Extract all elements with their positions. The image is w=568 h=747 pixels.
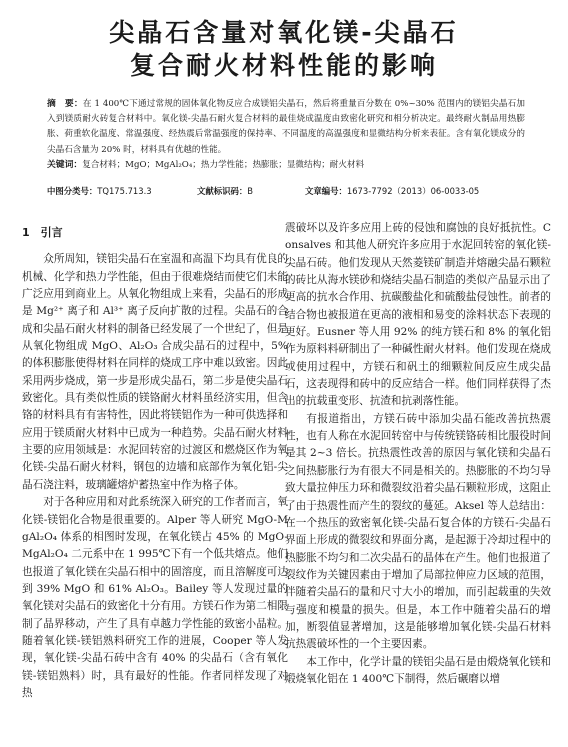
body-paragraph: 震破坏以及许多应用上砖的侵蚀和腐蚀的良好抵抗性。Consalves 和其他人研究许多应用于水泥回转窑的氧化镁-尖晶石砖。他们发现从天然菱镁矿制造并熔融尖晶石颗粒的砖比从海水镁砂和烧结尖晶石制造的类似产品显示出了更高的抗水合作用、抗碳酸盐化和硫酸盐侵蚀性。前者的结合物也被报道在更高的液相和易变的涂料状态下表现的更好。Eusner 等人用 92% 的纯方镁石和 8% 的氧化铝作为原料料研制出了一种碱性耐火材料。他们发现在烧成或使用过程中，方镁石和矾土的细颗粒间反应生成尖晶石，这表现得和砖中的反应结合一样。他们同样获得了杰出的抗载重变形、抗渣和抗剥落性能。 [285, 222, 551, 408]
clc-number [47, 185, 152, 197]
paper-title-line-1: 尖晶石含量对氧化镁-尖晶石 [109, 18, 459, 47]
body-paragraph: 对于各种应用和对此系统深入研究的工作者而言，氧化镁-镁铝化合物是很重要的。Alper 等人研究 MgO-MgAl₂O₄ 体系的相图时发现，在氧化镁占 45% 的 MgO-MgAl₂O₄ 二元系中在 1 995℃下有一个低共熔点。他们也报道了氧化镁在尖晶石相中的固溶度，而且溶解度可达到 39% MgO 和 61% Al₂O₃。Bailey 等人发现过量的氧化镁对尖晶石的致密化十分有用。方镁石作为第二相限制了晶界移动，产生了具有卓越力学性能的致密小晶粒。随着氧化镁-镁铝熟料研究工作的进展，Cooper 等人发现，氧化镁-尖晶石砖中含有 40% 的尖晶石（含有氧化镁-镁铝熟料）时，具有最好的性能。作者同样发现了对热 [22, 496, 288, 699]
right-column [285, 220, 551, 688]
left-column [22, 222, 288, 702]
body-paragraph: 有报道指出，方镁石砖中添加尖晶石能改善抗热震性，也有人称在水泥回转窑中与传统镁铬砖相比服役时间是其 2~3 倍长。抗热震性改善的原因与氧化镁和尖晶石之间热膨胀行为有很大不同是相关的。热膨胀的不均匀导致大量拉伸压力环和微裂纹沿着尖晶石颗粒形成，这阻止了由于热震性而产生的裂纹的蔓延。Aksel 等人总结出：在一个热压的致密氧化镁-尖晶石复合体的方镁石-尖晶石界面上形成的微裂纹和界面分离，是起源于冷却过程中的热膨胀不均匀和二次尖晶石的晶体在产生。他们也报道了裂纹作为关键因素由于增加了局部拉伸应力区域的范围，伴随着尖晶石的量和尺寸大小的增加，而引起载重的失效与强度和模量的损失。但是，本工作中随着尖晶石的增加，断裂值显著增加，这是能够增加氧化镁-尖晶石材料抗热震破坏性的一个主要因素。 [285, 412, 551, 651]
doc-code-label: 文献标识码： [197, 186, 248, 196]
doc-code-value: B [247, 186, 253, 196]
paper-title-line-2: 复合耐火材料性能的影响 [129, 51, 438, 80]
article-number-value: 1673-7792（2013）06-0033-05 [346, 186, 480, 196]
clc-label: 中图分类号： [47, 186, 98, 196]
article-number-label: 文章编号： [305, 186, 347, 196]
body-paragraph: 众所周知，镁铝尖晶石在室温和高温下均具有优良的机械、化学和热力学性能，但由于很难烧结而使它们未能广泛应用到商业上。从氧化物组成上来看，尖晶石的形成是 Mg²⁺ 离子和 Al³⁺ 离子反向扩散的过程。尖晶石的合成和尖晶石耐火材料的制备已经发展了一个世纪了，但是从氧化物组成 MgO、Al₂O₃ 合成尖晶石的过程中，5% 的体积膨胀使得材料在同样的烧成工序中难以致密。因此采用两步烧成，第一步是形成尖晶石，第二步是使尖晶石致密化。具有类似性质的镁铬耐火材料虽经济实用，但含铬的材料具有有害特性，因此将镁铝作为一种可供选择和应用于镁质耐火材料中已成为一种趋势。尖晶石耐火材料主要的应用领域是：水泥回转窑的过渡区和燃烧区作为氧化镁-尖晶石耐火材料，钢包的边墙和底部作为氧化铝-尖晶石浇注料，玻璃罐熔炉蓄热室中作为格子体。 [22, 253, 288, 491]
abstract-label: 摘 要： [47, 99, 83, 109]
clc-value: TQ175.713.3 [97, 186, 152, 196]
body-paragraph: 本工作中，化学计量的镁铝尖晶石是由煅烧氧化镁和煅烧氧化铝在 1 400℃下制得，然后碾磨以增 [285, 655, 551, 685]
document-code [197, 185, 253, 197]
keywords-label: 关键词： [47, 159, 83, 170]
keywords-text: 复合材料；MgO；MgAl₂O₄；热力学性能；热膨胀；显微结构；耐火材料 [82, 159, 365, 170]
abstract-block [47, 97, 525, 173]
article-number [305, 185, 479, 197]
abstract [47, 97, 525, 158]
keywords [47, 158, 525, 173]
abstract-text: 在 1 400℃下通过常规的固体氧化物反应合成镁铝尖晶石，然后将重量百分数在 0%~30% 范围内的镁铝尖晶石加入到镁质耐火砖复合材料中。氧化镁-尖晶石耐火复合材料的最佳烧成温度由致密化研究和相分析决定。最终耐火制品用热膨胀、荷重软化温度、常温强度、经热震后常温强度的保持率、不同温度的高温强度和显微结构分析来表征。含有氧化镁成分的尖晶石含量为 20% 时，材料具有优越的性能。 [47, 99, 525, 155]
section-heading-introduction: 1 引言 [22, 226, 63, 239]
